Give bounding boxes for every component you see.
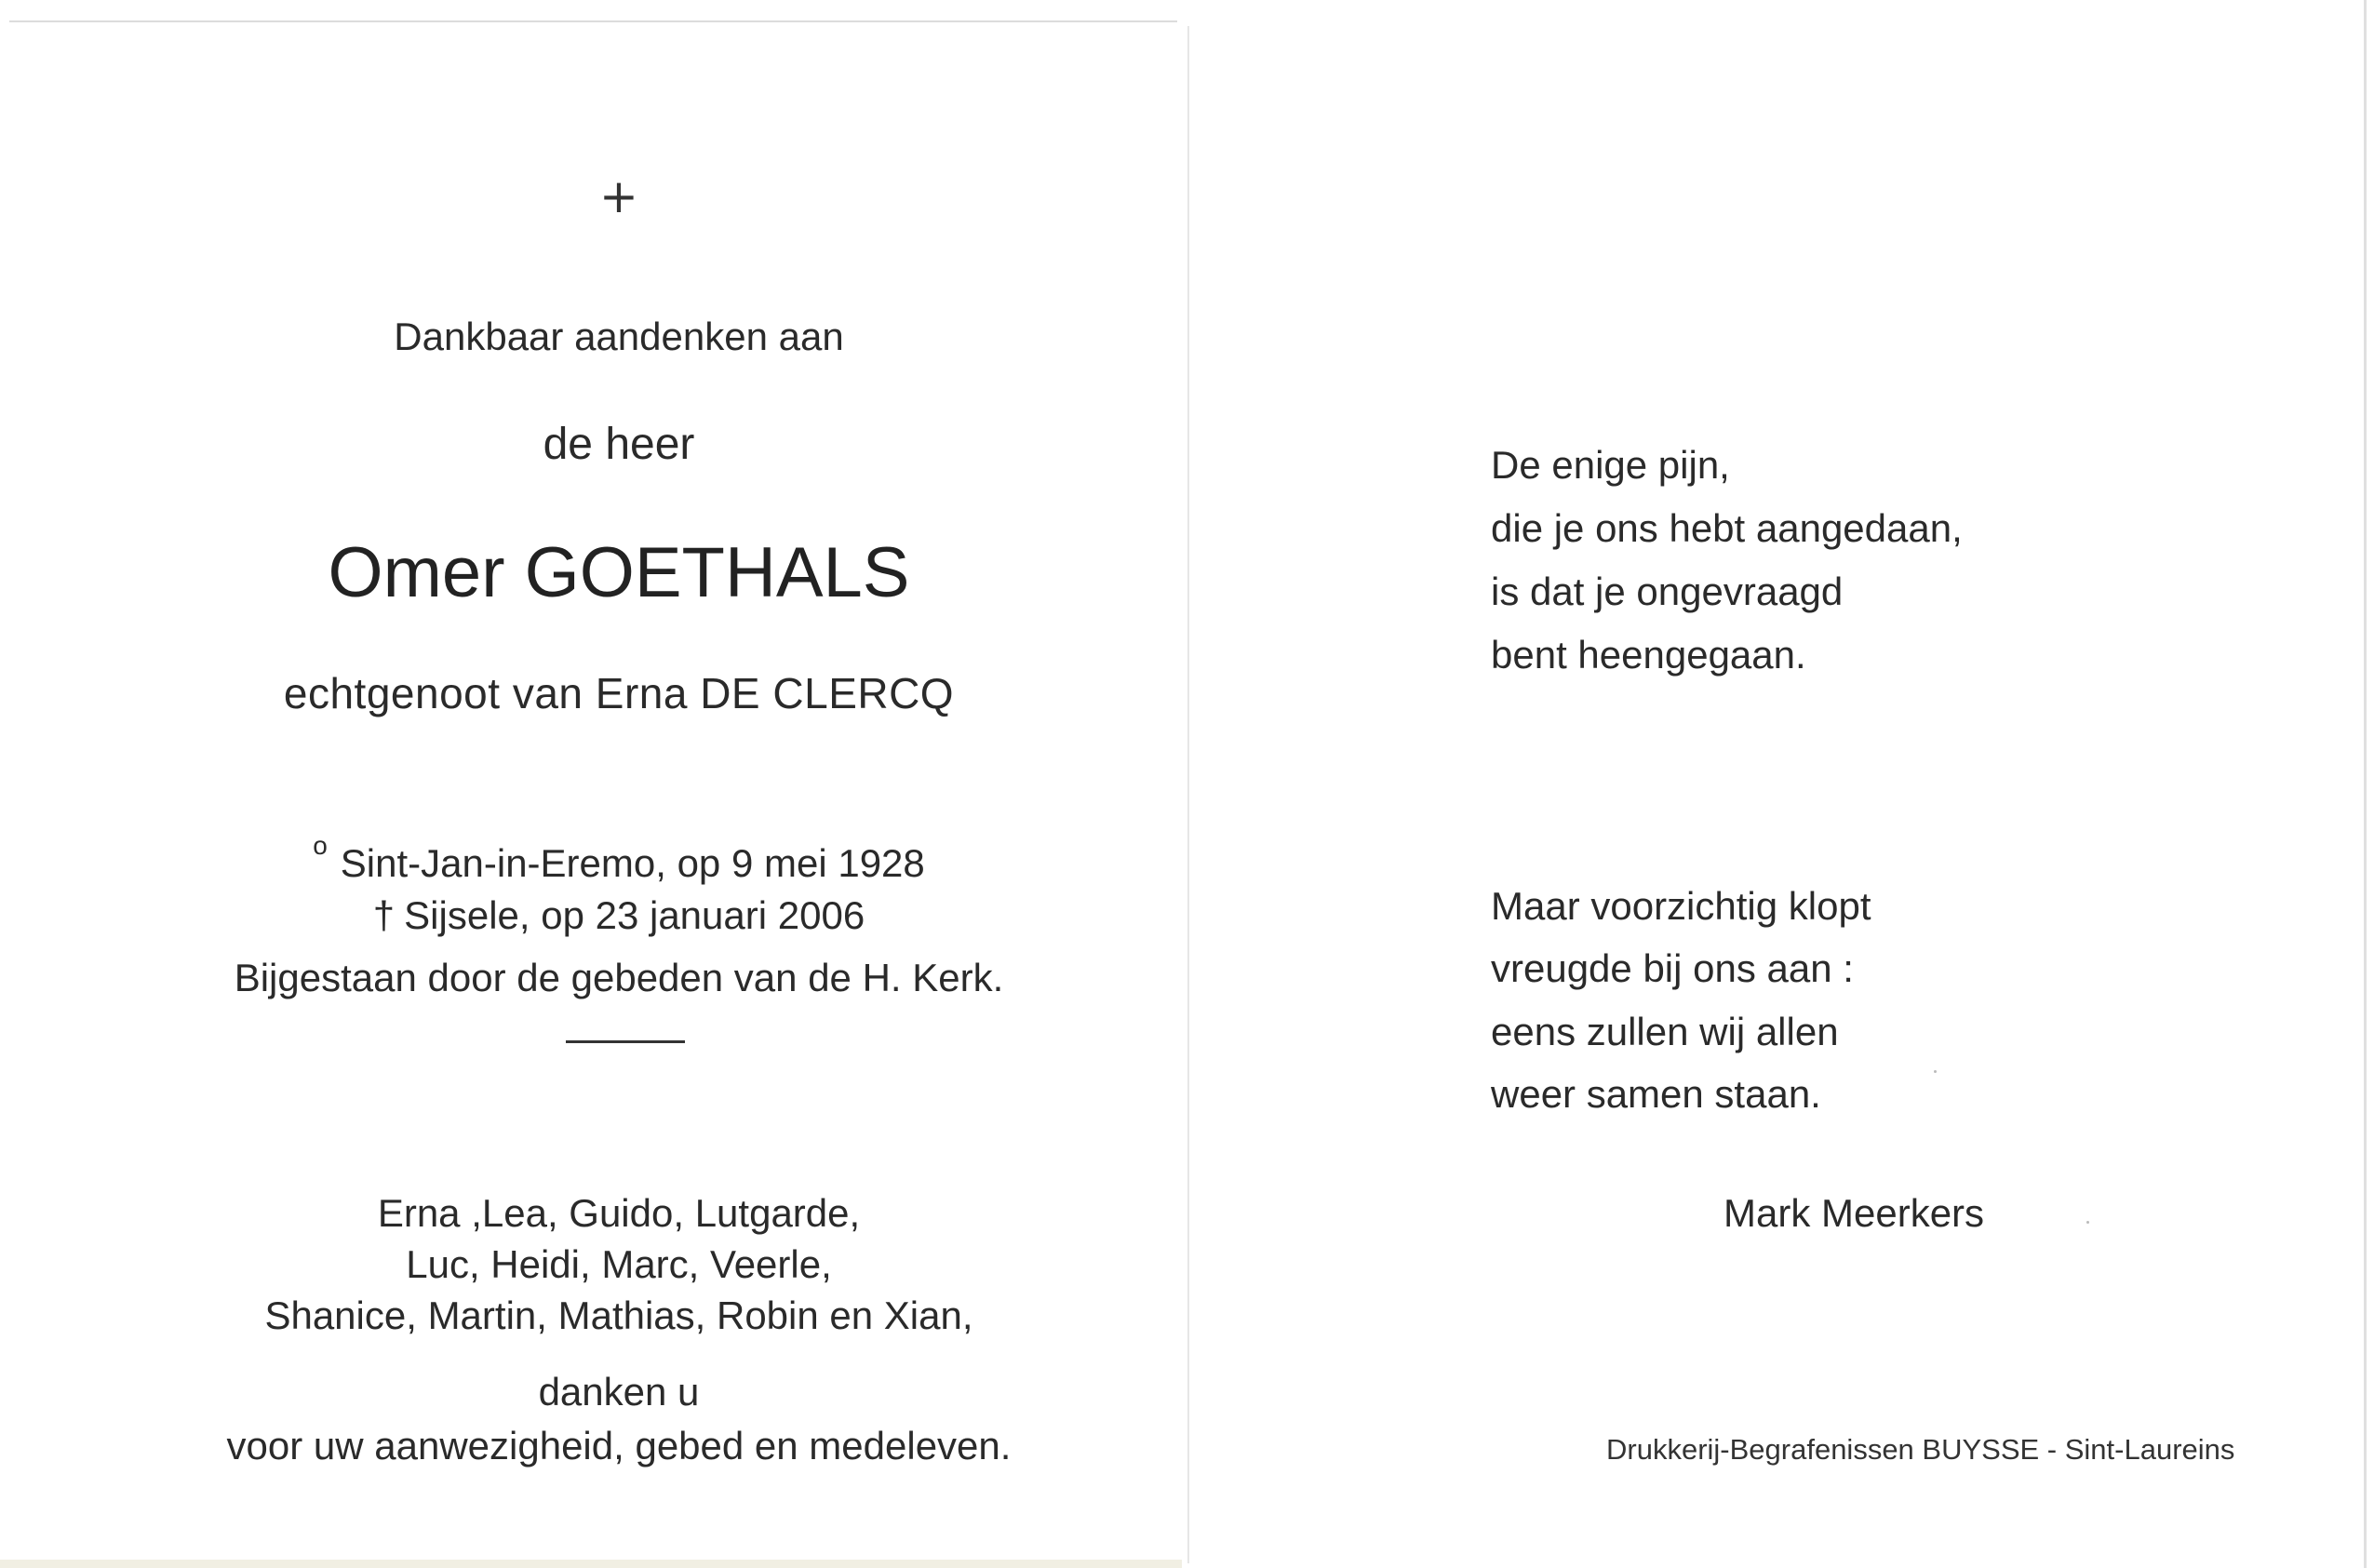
printer-credit: Drukkerij-Begrafenissen BUYSSE - Sint-Laureins — [1606, 1433, 2235, 1466]
cross-symbol: + — [599, 169, 638, 223]
poem-line: is dat je ongevraagd — [1491, 570, 1844, 613]
birth-text: Sint-Jan-in-Eremo, op 9 mei 1928 — [340, 841, 925, 885]
poem-line: De enige pijn, — [1491, 443, 1730, 487]
poem-line: weer samen staan. — [1491, 1072, 1821, 1116]
paper-speck — [2086, 1221, 2089, 1224]
paper-speck — [1934, 1070, 1937, 1073]
family-line: Erna ,Lea, Guido, Lutgarde, — [377, 1191, 861, 1235]
right-edge — [2364, 0, 2367, 1568]
separator-rule — [566, 1040, 685, 1043]
birth-line — [158, 831, 1080, 886]
poem-author: Mark Meerkers — [1723, 1191, 1985, 1235]
family-line: Luc, Heidi, Marc, Veerle, — [406, 1242, 832, 1286]
death-text: Sijsele, op 23 januari 2006 — [404, 893, 865, 937]
panel-divider — [1187, 26, 1189, 1563]
poem-line: vreugde bij ons aan : — [1491, 946, 1854, 990]
memorial-card-left — [158, 0, 1080, 1568]
poem-line: Maar voorzichtig klopt — [1491, 884, 1871, 928]
thanks-line: danken u — [538, 1370, 700, 1414]
in-memory-heading: Dankbaar aandenken aan — [394, 315, 844, 358]
spouse-line: echtgenoot van Erna DE CLERCQ — [283, 669, 955, 717]
honorific: de heer — [543, 420, 695, 469]
poem-line: die je ons hebt aangedaan, — [1491, 506, 1963, 550]
birth-symbol: o — [313, 831, 328, 860]
family-line: Shanice, Martin, Mathias, Robin en Xian, — [264, 1293, 973, 1337]
death-cross-symbol: † — [372, 893, 396, 937]
poem-line: eens zullen wij allen — [1491, 1010, 1839, 1053]
death-line — [158, 893, 1080, 938]
thanks-line: voor uw aanwezigheid, gebed en medeleven. — [226, 1424, 1012, 1467]
deceased-name: Omer GOETHALS — [328, 533, 910, 612]
poem-line: bent heengegaan. — [1491, 633, 1806, 677]
assisted-line: Bijgestaan door de gebeden van de H. Kerk. — [234, 956, 1004, 999]
